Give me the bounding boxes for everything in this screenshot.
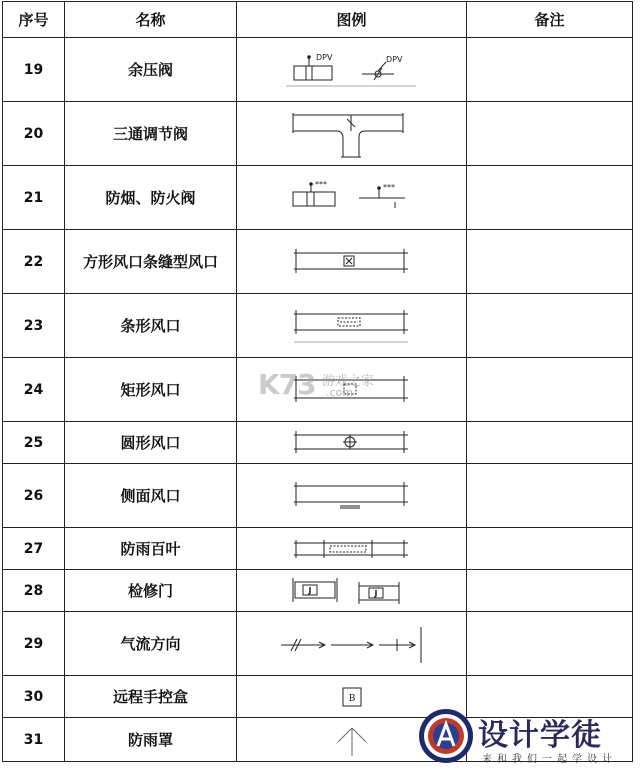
row-note xyxy=(467,102,633,166)
table-row xyxy=(3,528,633,570)
access-door-icon xyxy=(287,574,417,608)
row-name: 检修门 xyxy=(65,570,237,612)
row-note xyxy=(467,38,633,102)
row-name: 远程手控盒 xyxy=(65,676,237,718)
row-name: 矩形风口 xyxy=(65,358,237,422)
remote-control-box-icon xyxy=(337,684,367,710)
row-number: 31 xyxy=(3,718,65,762)
table-row xyxy=(3,612,633,676)
table-row xyxy=(3,166,633,230)
round-diffuser-icon xyxy=(290,427,414,459)
rectangular-grille-icon xyxy=(290,370,414,410)
symbol-text: *** xyxy=(382,182,395,192)
row-number: 27 xyxy=(3,528,65,570)
row-number: 21 xyxy=(3,166,65,230)
logo-badge-icon xyxy=(418,708,474,764)
row-number: 24 xyxy=(3,358,65,422)
rain-cap-icon xyxy=(332,722,372,758)
symbol-text: DPV xyxy=(315,52,332,62)
linear-grille-icon xyxy=(290,306,414,346)
table-row xyxy=(3,230,633,294)
three-way-damper-icon xyxy=(287,107,417,161)
row-number: 23 xyxy=(3,294,65,358)
table-row xyxy=(3,102,633,166)
relief-pressure-valve-icon xyxy=(282,50,422,90)
row-note xyxy=(467,230,633,294)
symbol-text: *** xyxy=(314,179,327,189)
logo-slogan: 来和我们一起学设计 xyxy=(482,754,617,765)
watermark-brand: K73 xyxy=(258,368,316,401)
table-row xyxy=(3,294,633,358)
logo-brand-text: 设计学徒 xyxy=(478,718,602,753)
row-name: 防烟、防火阀 xyxy=(65,166,237,230)
row-name: 条形风口 xyxy=(65,294,237,358)
row-number: 20 xyxy=(3,102,65,166)
table-row xyxy=(3,570,633,612)
symbol-text: J xyxy=(374,588,377,598)
row-number: 28 xyxy=(3,570,65,612)
symbol-text: B xyxy=(348,693,355,704)
row-note xyxy=(467,464,633,528)
table-row xyxy=(3,422,633,464)
row-number: 22 xyxy=(3,230,65,294)
header-legend: 图例 xyxy=(237,2,467,38)
rainproof-louver-icon xyxy=(290,534,414,564)
table-header-row xyxy=(3,2,633,38)
symbol-text: J xyxy=(308,585,311,595)
row-name: 方形风口条缝型风口 xyxy=(65,230,237,294)
symbol-text: DPV xyxy=(385,54,402,64)
row-name: 气流方向 xyxy=(65,612,237,676)
row-note xyxy=(467,612,633,676)
row-note xyxy=(467,358,633,422)
square-slot-diffuser-icon xyxy=(290,245,414,279)
row-note xyxy=(467,570,633,612)
row-number: 26 xyxy=(3,464,65,528)
row-note xyxy=(467,422,633,464)
symbol-legend-table xyxy=(2,1,633,762)
row-note xyxy=(467,294,633,358)
row-name: 侧面风口 xyxy=(65,464,237,528)
row-number: 30 xyxy=(3,676,65,718)
table-row xyxy=(3,358,633,422)
side-grille-icon xyxy=(290,476,414,516)
header-seq: 序号 xyxy=(3,2,65,38)
table-row xyxy=(3,464,633,528)
row-number: 25 xyxy=(3,422,65,464)
row-number: 29 xyxy=(3,612,65,676)
table-row xyxy=(3,38,633,102)
airflow-direction-icon xyxy=(277,621,427,667)
row-note xyxy=(467,528,633,570)
header-name: 名称 xyxy=(65,2,237,38)
row-name: 三通调节阀 xyxy=(65,102,237,166)
header-note: 备注 xyxy=(467,2,633,38)
row-note xyxy=(467,166,633,230)
watermark-cn: 游戏之家 xyxy=(322,374,375,389)
row-number: 19 xyxy=(3,38,65,102)
row-name: 余压阀 xyxy=(65,38,237,102)
row-name: 防雨罩 xyxy=(65,718,237,762)
fire-smoke-damper-icon xyxy=(287,178,417,218)
watermark-domain: .com xyxy=(326,386,353,399)
row-name: 防雨百叶 xyxy=(65,528,237,570)
brand-logo xyxy=(418,706,638,768)
row-name: 圆形风口 xyxy=(65,422,237,464)
